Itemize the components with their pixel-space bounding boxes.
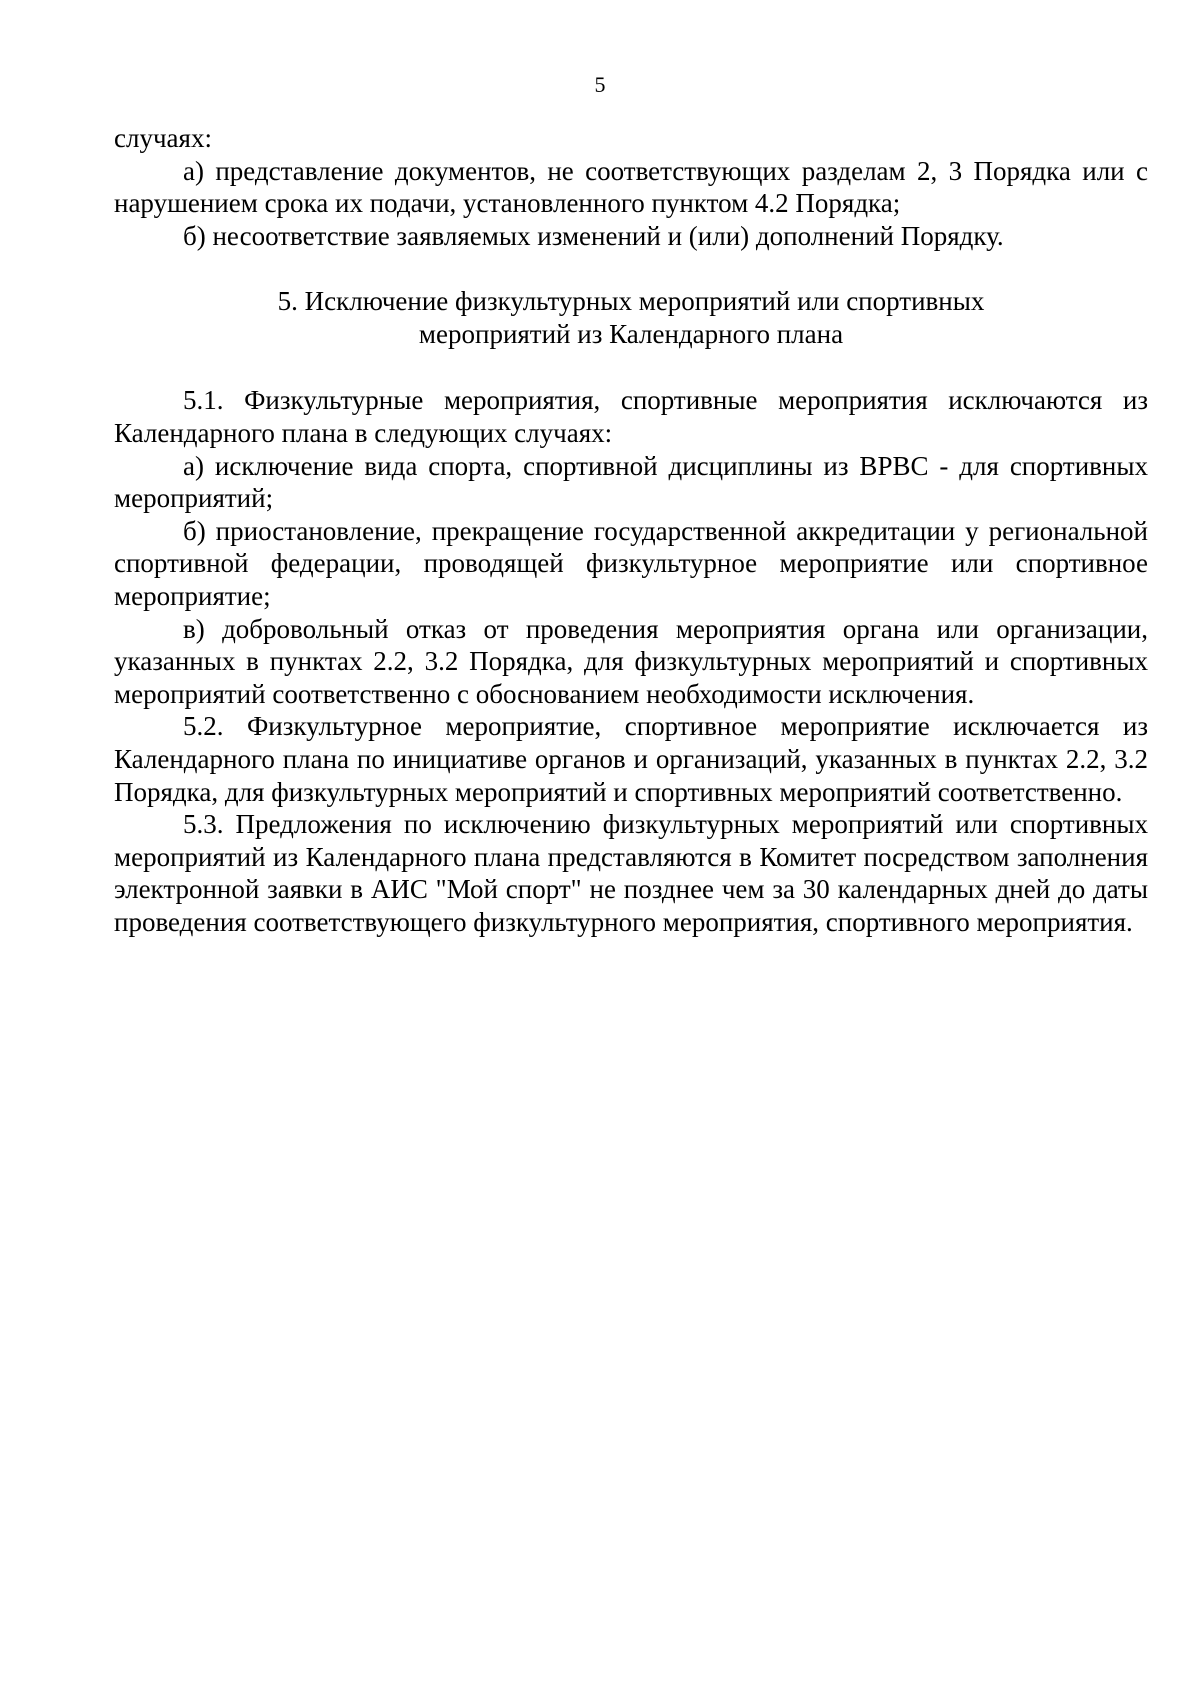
document-body: [114, 122, 1148, 938]
list-item-a: а) представление документов, не соответствующих разделам 2, 3 Порядка или с нарушением срока их подачи, установленного пунктом 4.2 Порядка;: [114, 155, 1148, 219]
paragraph-5-1-c: в) добровольный отказ от проведения мероприятия органа или организации, указанных в пунктах 2.2, 3.2 Порядка, для физкультурных мероприятий и спортивных мероприятий соответственно с обоснованием необходимости исключения.: [114, 613, 1148, 709]
paragraph-5-1-a: а) исключение вида спорта, спортивной дисциплины из ВРВС - для спортивных мероприятий;: [114, 450, 1148, 514]
paragraph-5-1-b: б) приостановление, прекращение государственной аккредитации у региональной спортивной федерации, проводящей физкультурное мероприятие или спортивное мероприятие;: [114, 515, 1148, 611]
paragraph-5-2: 5.2. Физкультурное мероприятие, спортивное мероприятие исключается из Календарного плана по инициативе органов и организаций, указанных в пунктах 2.2, 3.2 Порядка, для физкультурных мероприятий и спортивных мероприятий соответственно.: [114, 711, 1148, 807]
page-number: 5: [594, 72, 606, 97]
section-heading-line-2: мероприятий из Календарного плана: [418, 319, 844, 350]
continuation-line: случаях:: [114, 123, 212, 153]
list-item-b: б) несоответствие заявляемых изменений и (или) дополнений Порядку.: [183, 220, 1004, 251]
paragraph-5-3: 5.3. Предложения по исключению физкультурных мероприятий или спортивных мероприятий из Календарного плана представляются в Комитет посредством заполнения электронной заявки в АИС "Мой спорт" не позднее чем за 30 календарных дней до даты проведения соответствующего физкультурного мероприятия, спортивного мероприятия.: [114, 809, 1148, 937]
paragraph-5-1: 5.1. Физкультурные мероприятия, спортивные мероприятия исключаются из Календарного плана в следующих случаях:: [114, 385, 1148, 448]
section-heading-line-1: 5. Исключение физкультурных мероприятий или спортивных: [277, 286, 985, 317]
section-heading: [114, 285, 1148, 351]
